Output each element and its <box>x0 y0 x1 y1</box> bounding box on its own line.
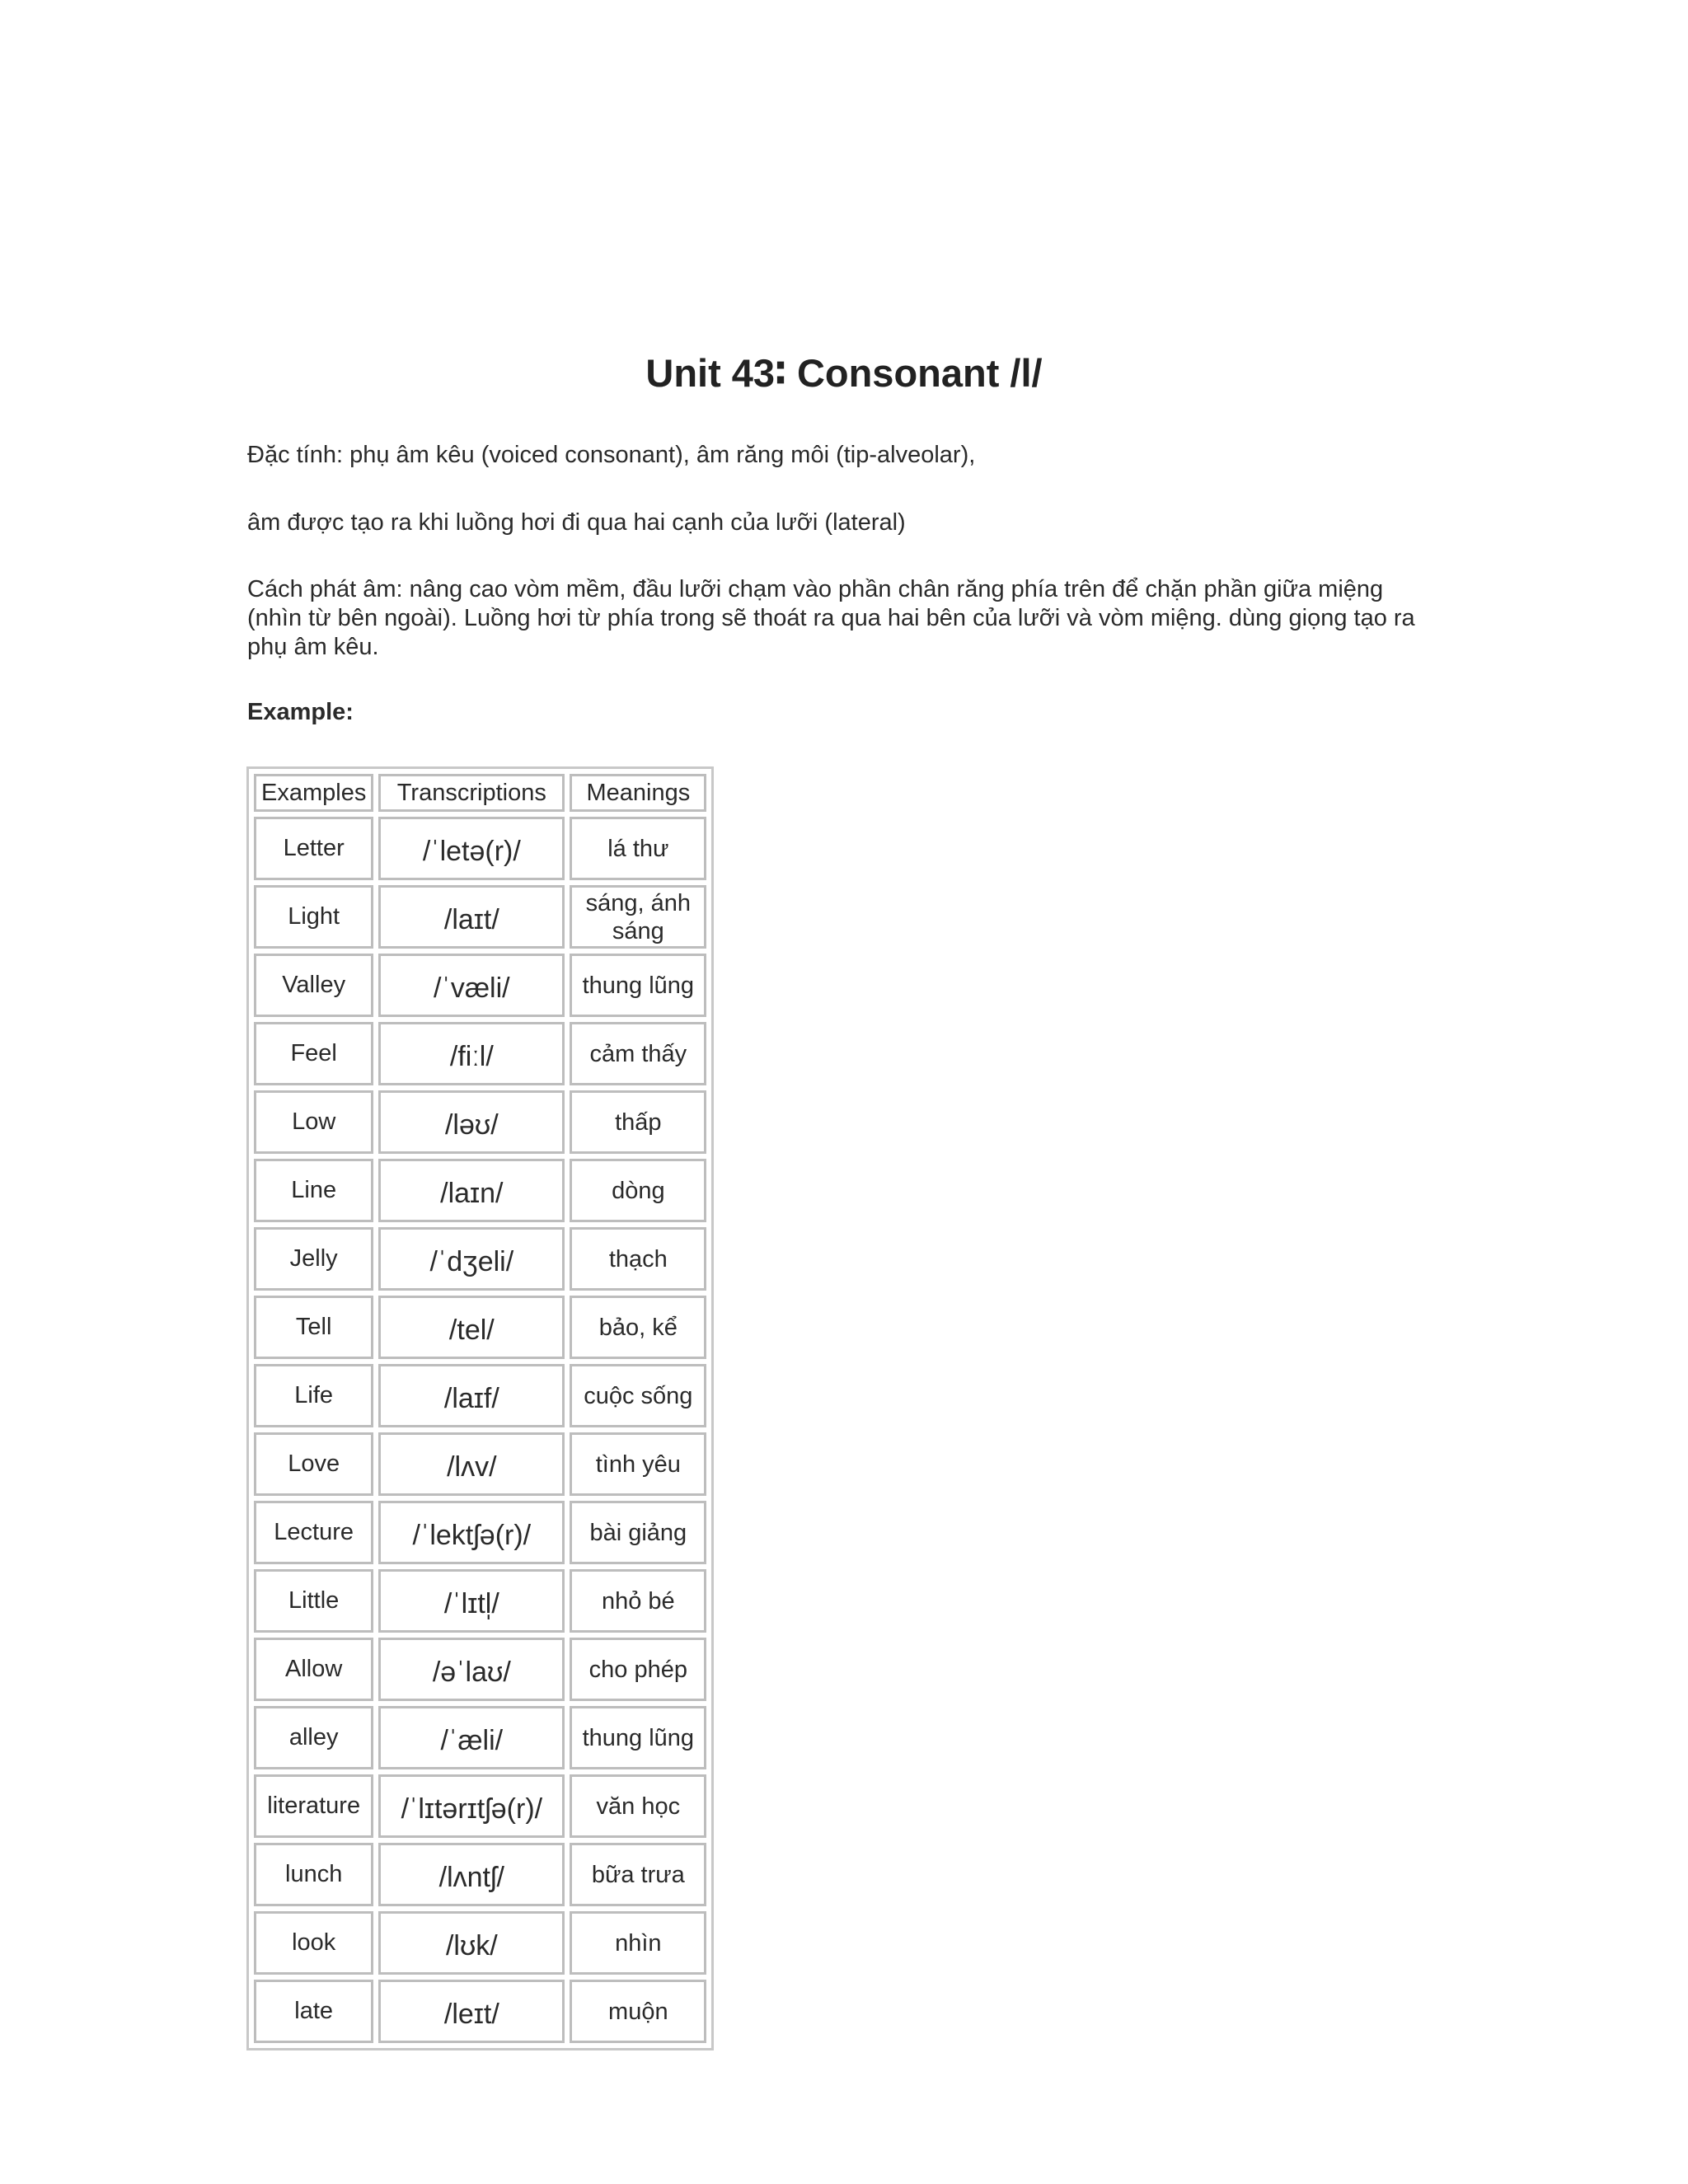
example-word: Low <box>254 1090 373 1154</box>
transcription: /ˈvæli/ <box>378 954 565 1017</box>
transcription: /ˈæli/ <box>378 1706 565 1769</box>
table-row <box>254 1227 706 1291</box>
transcription: /ˈlɪtərɪtʃə(r)/ <box>378 1774 565 1838</box>
table-row <box>254 1501 706 1564</box>
table-body <box>254 817 706 2043</box>
meaning: thung lũng <box>570 1706 706 1769</box>
meaning: lá thư <box>570 817 706 880</box>
table-row <box>254 1432 706 1496</box>
example-word: Life <box>254 1364 373 1427</box>
transcription: /ˈdʒeli/ <box>378 1227 565 1291</box>
transcription: /laɪn/ <box>378 1159 565 1222</box>
meaning: cuộc sống <box>570 1364 706 1427</box>
page-title: Unit 43∶ Consonant /l/ <box>645 351 1043 395</box>
table-row <box>254 1364 706 1427</box>
table-row <box>254 1706 706 1769</box>
table-row <box>254 1569 706 1633</box>
example-word: Jelly <box>254 1227 373 1291</box>
example-word: late <box>254 1980 373 2043</box>
table-row <box>254 1774 706 1838</box>
vocabulary-table-container <box>246 766 714 2050</box>
meaning: nhìn <box>570 1911 706 1975</box>
meaning: thấp <box>570 1090 706 1154</box>
column-header-transcriptions: Transcriptions <box>378 774 565 812</box>
example-word: Allow <box>254 1638 373 1701</box>
example-word: Little <box>254 1569 373 1633</box>
example-word: Valley <box>254 954 373 1017</box>
meaning: thung lũng <box>570 954 706 1017</box>
meaning: bảo, kể <box>570 1296 706 1359</box>
example-word: Tell <box>254 1296 373 1359</box>
example-word: alley <box>254 1706 373 1769</box>
transcription: /fiːl/ <box>378 1022 565 1085</box>
example-word: Feel <box>254 1022 373 1085</box>
table-row <box>254 1090 706 1154</box>
table-row <box>254 1980 706 2043</box>
example-heading: Example: <box>247 699 354 725</box>
lateral-paragraph: âm được tạo ra khi luồng hơi đi qua hai cạnh của lưỡi (lateral) <box>247 509 906 536</box>
transcription: /lʌntʃ/ <box>378 1843 565 1906</box>
example-word: literature <box>254 1774 373 1838</box>
example-word: lunch <box>254 1843 373 1906</box>
transcription: /əˈlaʊ/ <box>378 1638 565 1701</box>
meaning: văn học <box>570 1774 706 1838</box>
table-header-row <box>254 774 706 812</box>
example-word: Lecture <box>254 1501 373 1564</box>
transcription: /ˈlektʃə(r)/ <box>378 1501 565 1564</box>
transcription: /lʌv/ <box>378 1432 565 1496</box>
meaning: sáng, ánh sáng <box>570 885 706 949</box>
example-word: Letter <box>254 817 373 880</box>
table-row <box>254 1843 706 1906</box>
table-row <box>254 1638 706 1701</box>
transcription: /ləʊ/ <box>378 1090 565 1154</box>
vocabulary-table <box>246 766 714 2050</box>
transcription: /leɪt/ <box>378 1980 565 2043</box>
table-row <box>254 1911 706 1975</box>
example-word: Line <box>254 1159 373 1222</box>
meaning: bữa trưa <box>570 1843 706 1906</box>
transcription: /tel/ <box>378 1296 565 1359</box>
characteristics-paragraph: Đặc tính: phụ âm kêu (voiced consonant), âm răng môi (tip-alveolar), <box>247 442 976 468</box>
meaning: nhỏ bé <box>570 1569 706 1633</box>
transcription: /ˈletə(r)/ <box>378 817 565 880</box>
pronunciation-paragraph: Cách phát âm: nâng cao vòm mềm, đầu lưỡi chạm vào phần chân răng phía trên để chặn phần giữa miệng (nhìn từ bên ngoài). Luồng hơi từ phía trong sẽ thoát ra qua hai bên của lưỡi và vòm miệng. dùng giọng tạo ra phụ âm kêu. <box>247 576 1415 660</box>
transcription: /laɪt/ <box>378 885 565 949</box>
table-row <box>254 1296 706 1359</box>
column-header-examples: Examples <box>254 774 373 812</box>
meaning: muộn <box>570 1980 706 2043</box>
table-row <box>254 817 706 880</box>
example-word: Love <box>254 1432 373 1496</box>
table-row <box>254 885 706 949</box>
meaning: dòng <box>570 1159 706 1222</box>
meaning: thạch <box>570 1227 706 1291</box>
transcription: /laɪf/ <box>378 1364 565 1427</box>
meaning: tình yêu <box>570 1432 706 1496</box>
table-row <box>254 1022 706 1085</box>
transcription: /lʊk/ <box>378 1911 565 1975</box>
column-header-meanings: Meanings <box>570 774 706 812</box>
example-word: Light <box>254 885 373 949</box>
transcription: /ˈlɪtl̩/ <box>378 1569 565 1633</box>
meaning: bài giảng <box>570 1501 706 1564</box>
table-row <box>254 1159 706 1222</box>
meaning: cảm thấy <box>570 1022 706 1085</box>
meaning: cho phép <box>570 1638 706 1701</box>
example-word: look <box>254 1911 373 1975</box>
table-row <box>254 954 706 1017</box>
